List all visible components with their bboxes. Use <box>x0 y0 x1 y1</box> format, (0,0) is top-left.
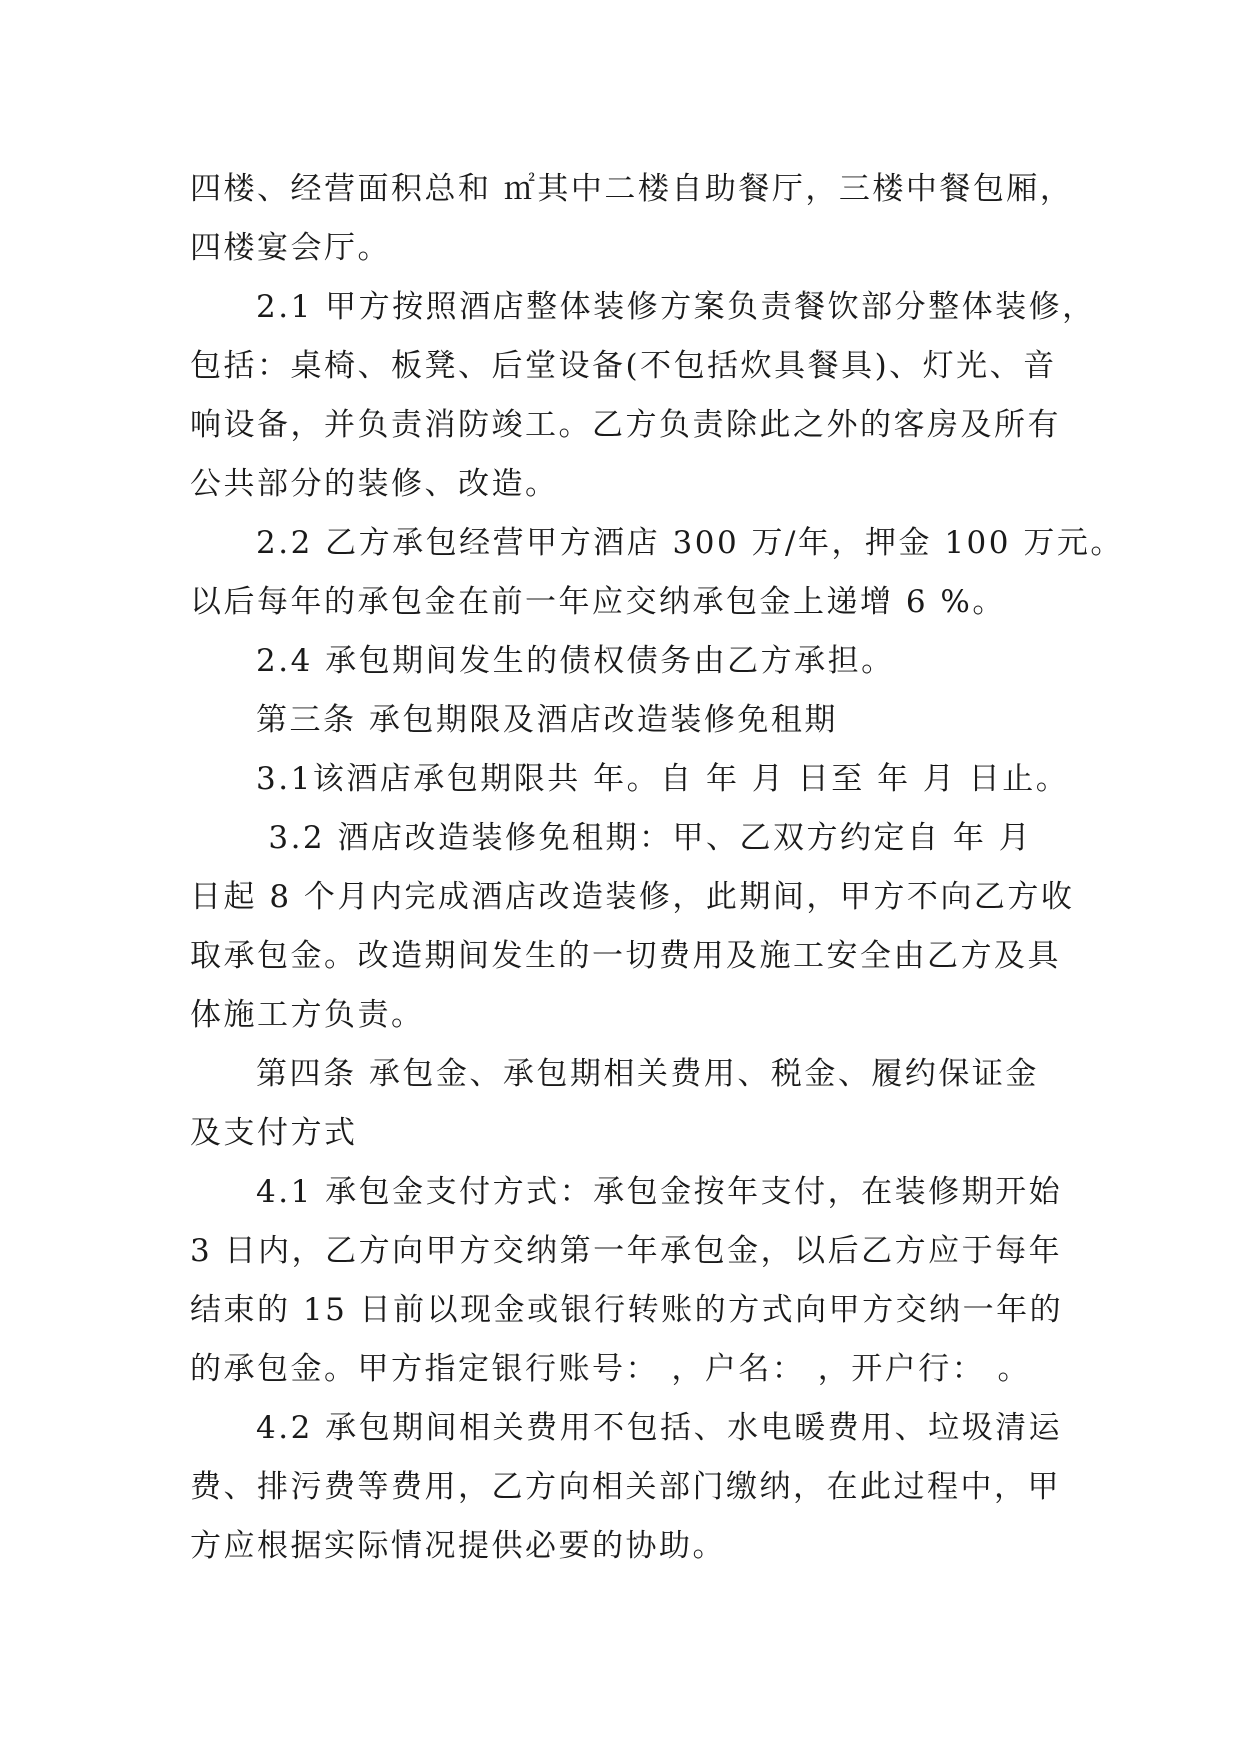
document-line: 以后每年的承包金在前一年应交纳承包金上递增 6 %。 <box>190 584 1006 620</box>
document-line: 方应根据实际情况提供必要的协助。 <box>190 1528 726 1564</box>
document-line: 结束的 15 日前以现金或银行转账的方式向甲方交纳一年的 <box>190 1292 1064 1328</box>
document-line: 及支付方式 <box>190 1115 358 1151</box>
document-line: 体施工方负责。 <box>190 997 425 1033</box>
document-line: 四楼、经营面积总和 ㎡其中二楼自助餐厅，三楼中餐包厢， <box>190 171 1074 207</box>
document-body <box>190 160 1124 1576</box>
document-line: 取承包金。改造期间发生的一切费用及施工安全由乙方及具 <box>190 938 1061 974</box>
document-line: 第三条 承包期限及酒店改造装修免租期 <box>256 702 838 738</box>
document-line: 包括：桌椅、板凳、后堂设备(不包括炊具餐具)、灯光、音 <box>190 348 1057 384</box>
document-line: 的承包金。甲方指定银行账号： ，户名： ，开户行： 。 <box>190 1351 1032 1387</box>
document-line: 4.1 承包金支付方式：承包金按年支付，在装修期开始 <box>256 1174 1063 1210</box>
document-line: 日起 8 个月内完成酒店改造装修，此期间，甲方不向乙方收 <box>190 879 1075 915</box>
document-line: 3.2 酒店改造装修免租期：甲、乙双方约定自 年 月 <box>256 820 1033 856</box>
document-line: 四楼宴会厅。 <box>190 230 391 266</box>
document-line: 3.1该酒店承包期限共 年。自 年 月 日至 年 月 日止。 <box>256 761 1070 797</box>
document-line: 公共部分的装修、改造。 <box>190 466 559 502</box>
document-line: 2.2 乙方承包经营甲方酒店 300 万/年，押金 100 万元。 <box>256 525 1124 561</box>
document-line: 第四条 承包金、承包期相关费用、税金、履约保证金 <box>256 1056 1039 1092</box>
document-line: 2.4 承包期间发生的债权债务由乙方承担。 <box>256 643 895 679</box>
document-line: 2.1 甲方按照酒店整体装修方案负责餐饮部分整体装修， <box>256 289 1096 325</box>
document-line: 费、排污费等费用，乙方向相关部门缴纳，在此过程中，甲 <box>190 1469 1061 1505</box>
document-line: 响设备，并负责消防竣工。乙方负责除此之外的客房及所有 <box>190 407 1061 443</box>
document-line: 3 日内，乙方向甲方交纳第一年承包金，以后乙方应于每年 <box>190 1233 1063 1269</box>
document-line: 4.2 承包期间相关费用不包括、水电暖费用、垃圾清运 <box>256 1410 1063 1446</box>
